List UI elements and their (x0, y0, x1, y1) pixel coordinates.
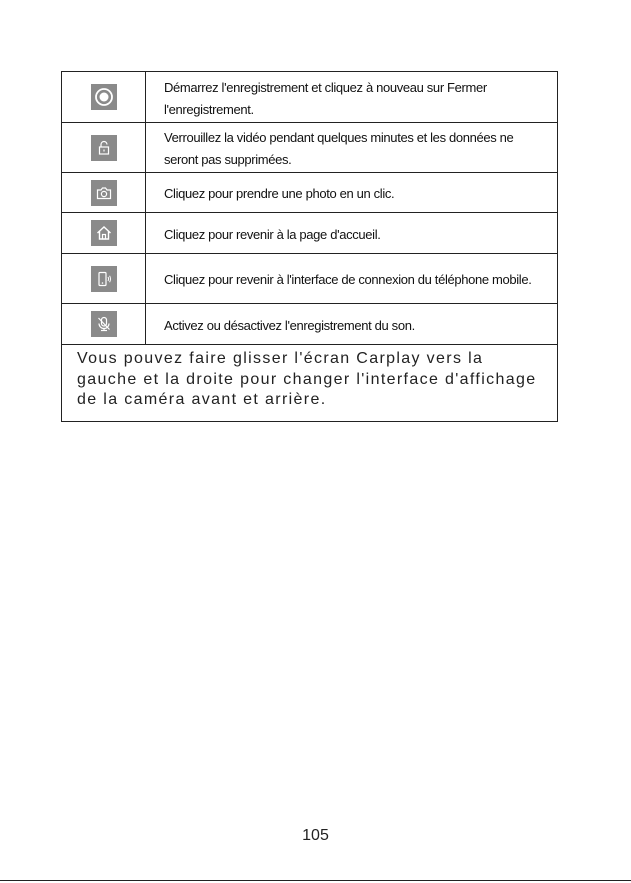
home-icon (91, 220, 117, 246)
table-row (62, 123, 557, 173)
mic-mute-icon (91, 311, 117, 337)
phone-icon (91, 266, 117, 292)
table-row (62, 304, 557, 345)
table-row (62, 213, 557, 254)
table-row (62, 254, 557, 304)
unlock-icon (91, 135, 117, 161)
table-row (62, 173, 557, 213)
record-icon (91, 84, 117, 110)
row-description: Cliquez pour revenir à la page d'accueil. (164, 226, 381, 242)
row-description: Démarrez l'enregistrement et cliquez à nouveau sur Fermer l'enregistrement. (164, 79, 487, 117)
icon-cell (62, 213, 146, 253)
icon-cell (62, 123, 146, 172)
icon-cell (62, 72, 146, 122)
table-row (62, 72, 557, 123)
icon-cell (62, 304, 146, 344)
row-description: Cliquez pour revenir à l'interface de connexion du téléphone mobile. (164, 272, 532, 287)
camera-icon (91, 180, 117, 206)
page-divider (0, 880, 631, 881)
carplay-swipe-note: Vous pouvez faire glisser l'écran Carplay vers la gauche et la droite pour changer l'interface d'affichage de la caméra avant et arrière. (77, 350, 537, 408)
row-description: Cliquez pour prendre une photo en un clic. (164, 186, 395, 201)
page-number: 105 (302, 827, 329, 844)
icon-cell (62, 173, 146, 212)
icon-cell (62, 254, 146, 303)
row-description: Activez ou désactivez l'enregistrement du son. (164, 317, 415, 333)
row-description: Verrouillez la vidéo pendant quelques minutes et les données ne seront pas supprimées. (164, 130, 514, 167)
instruction-table (61, 71, 558, 422)
